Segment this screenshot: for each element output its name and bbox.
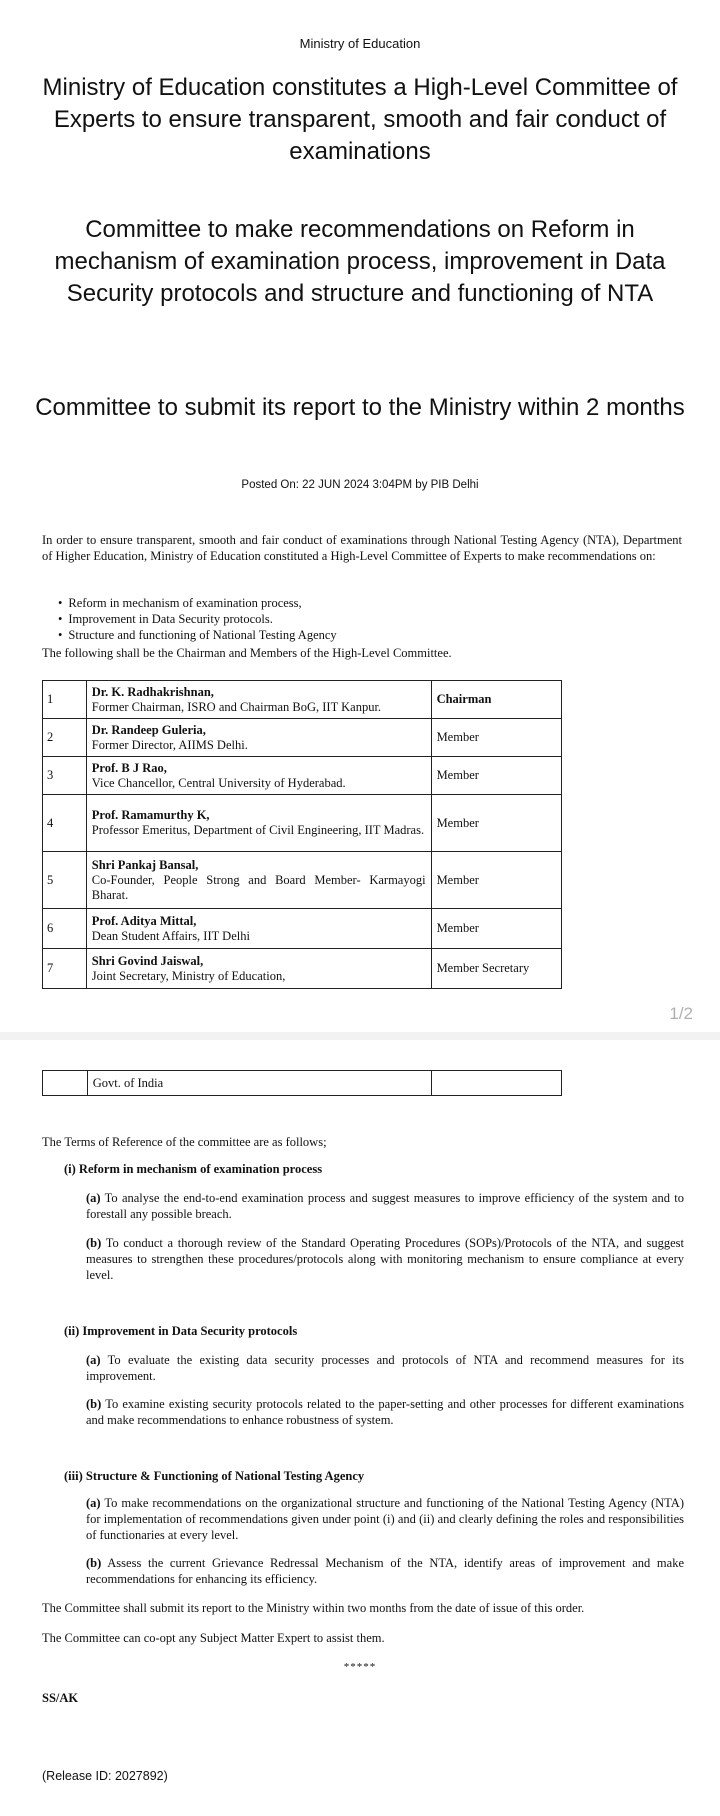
headline-tertiary: Committee to submit its report to the Ministry within 2 months	[35, 394, 685, 421]
member-detail: Former Director, AIIMS Delhi.	[91, 737, 248, 752]
page-indicator: 1/2	[669, 1004, 693, 1023]
member-detail: Joint Secretary, Ministry of Education,	[91, 968, 286, 983]
tor-item	[86, 1352, 684, 1384]
item-label: (b)	[86, 1556, 102, 1570]
tor-intro: The Terms of Reference of the committee are as follows;	[42, 1135, 327, 1149]
table-row	[43, 681, 562, 719]
headline-secondary: Committee to make recommendations on Reform in mechanism of examination process, improvement in Data Security protocols and structure and functioning of NTA	[54, 216, 666, 307]
row-number: 4	[43, 795, 87, 852]
member-cell	[86, 681, 431, 719]
item-label: (b)	[86, 1397, 102, 1411]
member-cell	[86, 757, 431, 795]
member-name: Prof. Ramamurthy K,	[91, 808, 210, 822]
member-cell	[86, 852, 431, 909]
release-id: (Release ID: 2027892)	[42, 1769, 168, 1783]
tor-item	[86, 1396, 684, 1428]
member-role: Member	[431, 909, 561, 949]
member-role: Member	[431, 852, 561, 909]
tor-item	[86, 1190, 684, 1222]
tor-item	[86, 1555, 684, 1587]
table-row	[43, 757, 562, 795]
member-detail: Dean Student Affairs, IIT Delhi	[91, 928, 250, 943]
item-text: To analyse the end-to-end examination process and suggest measures to improve efficiency of the system and to forestall any possible breach.	[86, 1191, 684, 1221]
closing-paragraph: The Committee can co-opt any Subject Matter Expert to assist them.	[42, 1631, 385, 1645]
member-name: Prof. Aditya Mittal,	[91, 913, 197, 928]
item-label: (a)	[86, 1496, 101, 1510]
row-number: 7	[43, 949, 87, 989]
table-row	[43, 852, 562, 909]
table-row	[43, 909, 562, 949]
member-role: Member	[431, 719, 561, 757]
empty-cell	[432, 1071, 562, 1096]
row-number: 1	[43, 681, 87, 719]
empty-cell	[43, 1071, 88, 1096]
row-number: 3	[43, 757, 87, 795]
member-detail: Former Chairman, ISRO and Chairman BoG, IIT Kanpur.	[91, 699, 382, 714]
list-item: • Reform in mechanism of examination process,	[58, 595, 658, 611]
member-detail: Professor Emeritus, Department of Civil Engineering, IIT Madras.	[91, 823, 425, 837]
member-cell	[86, 909, 431, 949]
tor-section-title: (iii) Structure & Functioning of National Testing Agency	[64, 1469, 365, 1483]
committee-intro-line: The following shall be the Chairman and Members of the High-Level Committee.	[42, 646, 452, 660]
member-role: Member Secretary	[431, 949, 561, 989]
member-name: Dr. K. Radhakrishnan,	[91, 684, 214, 699]
tor-item	[86, 1495, 684, 1543]
member-name: Dr. Randeep Guleria,	[91, 722, 206, 737]
separator-stars: *****	[343, 1661, 377, 1673]
table-row	[43, 1071, 562, 1096]
member-detail: Vice Chancellor, Central University of Hyderabad.	[91, 775, 346, 790]
list-item: • Structure and functioning of National Testing Agency	[58, 627, 658, 643]
table-row	[43, 949, 562, 989]
member-name: Shri Pankaj Bansal,	[91, 857, 199, 872]
member-role: Chairman	[431, 681, 561, 719]
member-cell	[86, 719, 431, 757]
table-row	[43, 795, 562, 852]
row-number: 2	[43, 719, 87, 757]
list-item: • Improvement in Data Security protocols.	[58, 611, 658, 627]
document-page-2	[0, 1040, 720, 1816]
item-label: (a)	[86, 1191, 101, 1205]
item-text: To make recommendations on the organizational structure and functioning of the National Testing Agency (NTA) for implementation of recommendations given under point (i) and (ii) and clearly defining the roles and responsibilities of functionaries at every level.	[86, 1496, 684, 1542]
intro-paragraph: In order to ensure transparent, smooth and fair conduct of examinations through National Testing Agency (NTA), Department of Higher Education, Ministry of Education constituted a High-Level Committee of Experts to make recommendations on:	[42, 533, 682, 563]
item-label: (a)	[86, 1353, 101, 1367]
member-detail: Co-Founder, People Strong and Board Member- Karmayogi Bharat.	[91, 872, 426, 902]
committee-members-table	[42, 680, 562, 989]
author-initials: SS/AK	[42, 1691, 79, 1705]
member-cell	[86, 795, 431, 852]
row-number: 6	[43, 909, 87, 949]
closing-paragraph: The Committee shall submit its report to the Ministry within two months from the date of issue of this order.	[42, 1601, 585, 1615]
member-name: Prof. B J Rao,	[91, 760, 167, 775]
row-number: 5	[43, 852, 87, 909]
member-cell	[86, 949, 431, 989]
item-text: To examine existing security protocols related to the paper-setting and other processes for different examinations and make recommendations to enhance robustness of system.	[86, 1397, 684, 1427]
govt-cell: Govt. of India	[87, 1071, 431, 1096]
tor-section-title: (ii) Improvement in Data Security protocols	[64, 1324, 298, 1338]
govt-row-table	[42, 1070, 562, 1096]
member-name: Shri Govind Jaiswal,	[91, 953, 204, 968]
item-label: (b)	[86, 1236, 102, 1250]
member-role: Member	[431, 757, 561, 795]
tor-item	[86, 1235, 684, 1283]
headline-primary: Ministry of Education constitutes a High-Level Committee of Experts to ensure transparent, smooth and fair conduct of examinations	[42, 74, 678, 165]
table-row	[43, 719, 562, 757]
tor-section-title: (i) Reform in mechanism of examination process	[64, 1162, 323, 1176]
item-text: To conduct a thorough review of the Standard Operating Procedures (SOPs)/Protocols of the NTA, and suggest measures to strengthen these procedures/protocols along with monitoring mechanism to ensure compliance at every level.	[86, 1236, 684, 1282]
ministry-name: Ministry of Education	[299, 36, 421, 51]
item-text: Assess the current Grievance Redressal Mechanism of the NTA, identify areas of improvement and make recommendations for enhancing its efficiency.	[86, 1556, 684, 1586]
posted-date: Posted On: 22 JUN 2024 3:04PM by PIB Delhi	[241, 479, 479, 491]
recommendation-list	[58, 595, 658, 643]
member-role: Member	[431, 795, 561, 852]
item-text: To evaluate the existing data security processes and protocols of NTA and recommend measures for its improvement.	[86, 1353, 684, 1383]
